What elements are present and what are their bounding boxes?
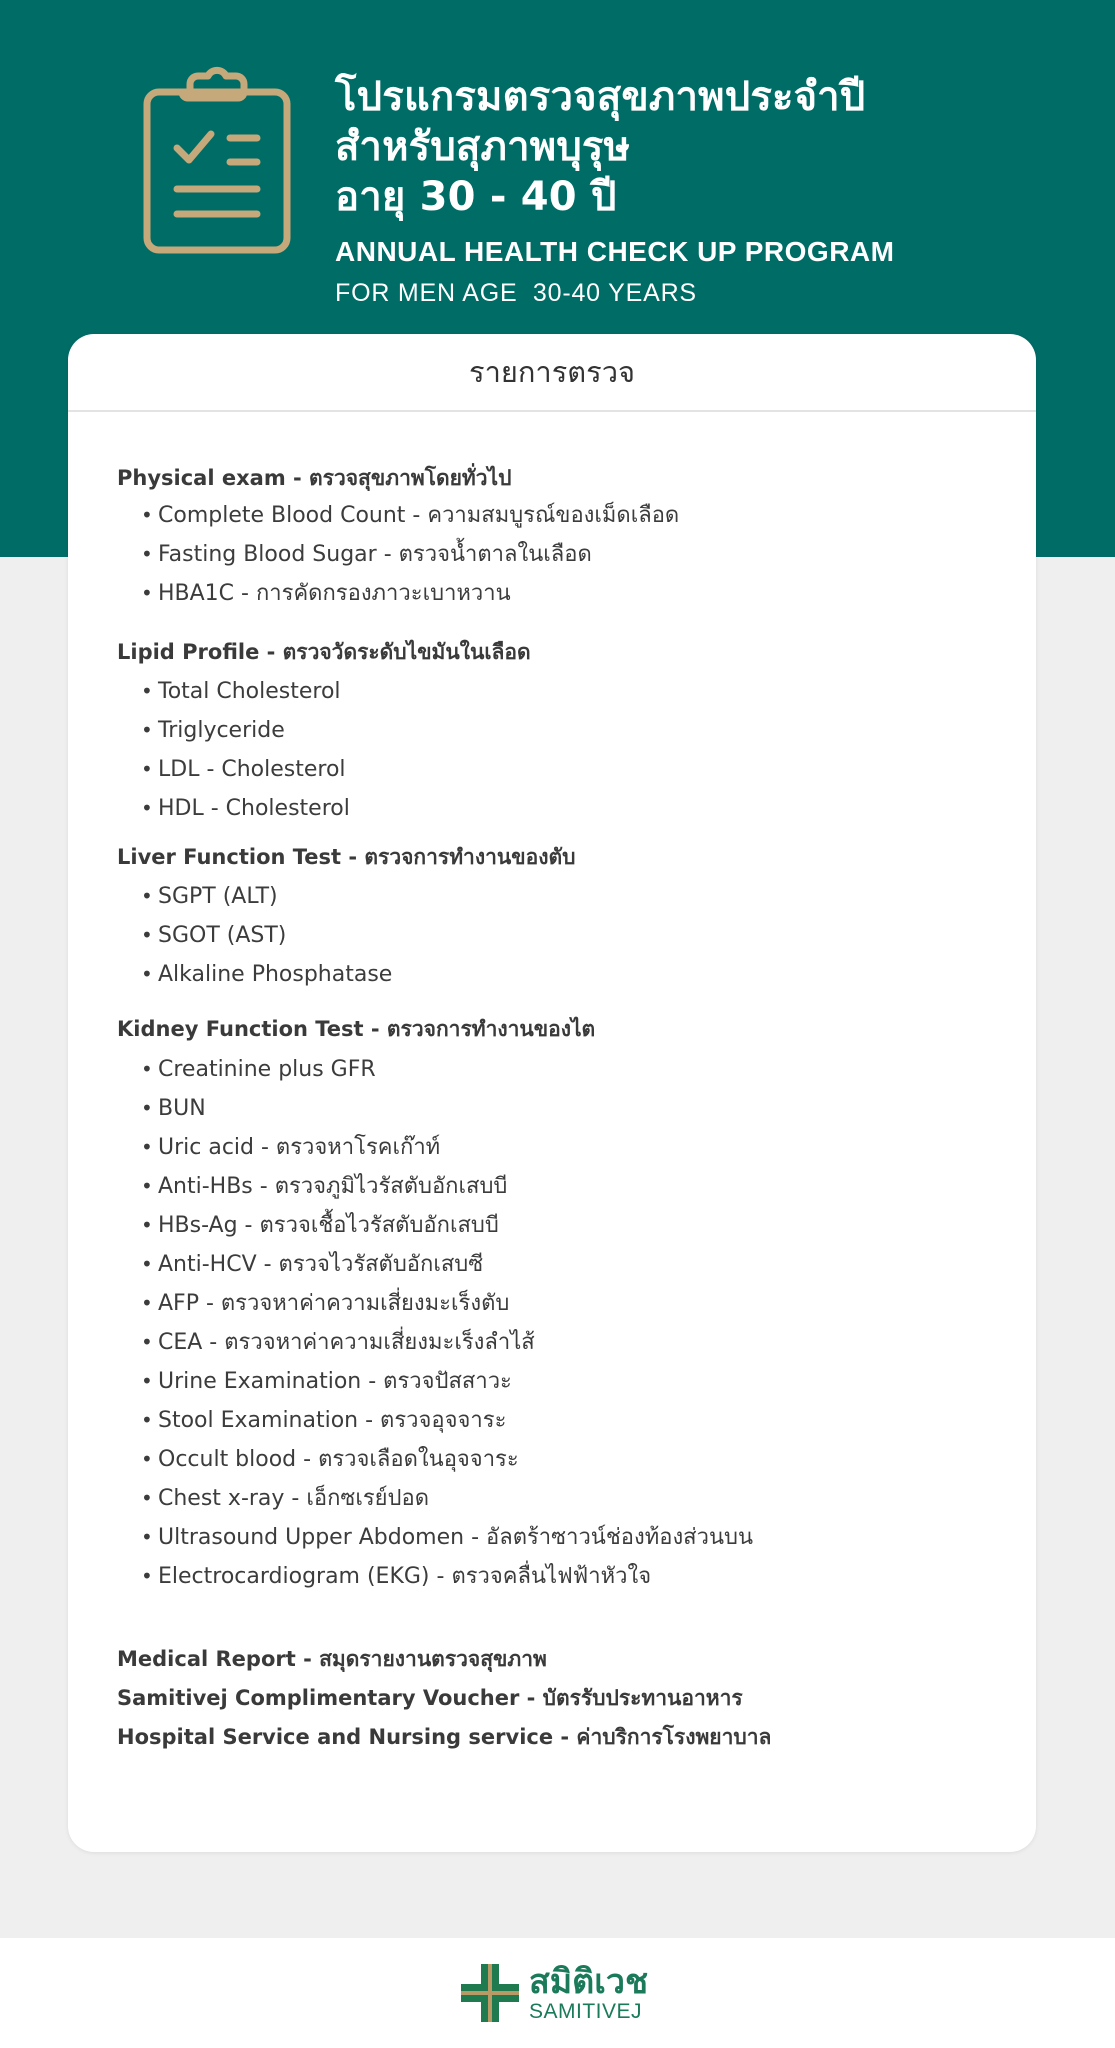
list-item <box>117 1089 1017 1128</box>
bullet-icon: • <box>141 1135 153 1159</box>
bullet-icon: • <box>141 962 153 986</box>
list-item <box>117 1362 1017 1401</box>
list-item-label: Fasting Blood Sugar - ตรวจน้ำตาลในเลือด <box>158 542 592 567</box>
list-item <box>117 1050 1017 1089</box>
section-0 <box>117 460 1017 613</box>
list-item-label: SGPT (ALT) <box>158 884 278 909</box>
list-item-label: Anti-HBs - ตรวจภูมิไวรัสตับอักเสบบี <box>158 1174 508 1199</box>
checkup-sections <box>117 460 1017 1596</box>
bullet-icon: • <box>141 1564 153 1588</box>
list-item-label: Stool Examination - ตรวจอุจจาระ <box>158 1408 507 1433</box>
list-item-label: Electrocardiogram (EKG) - ตรวจคลื่นไฟฟ้าหัวใจ <box>158 1564 652 1589</box>
list-item <box>117 574 1017 613</box>
section-title: Physical exam - ตรวจสุขภาพโดยทั่วไป <box>117 466 512 490</box>
list-item <box>117 496 1017 535</box>
list-item-label: Occult blood - ตรวจเลือดในอุจจาระ <box>158 1447 519 1472</box>
list-item <box>117 1206 1017 1245</box>
list-item <box>117 1479 1017 1518</box>
section-2 <box>117 838 1017 994</box>
list-item <box>117 1401 1017 1440</box>
list-item <box>117 877 1017 916</box>
list-item-label: Creatinine plus GFR <box>158 1057 376 1082</box>
logo-name-en: SAMITIVEJ <box>529 2000 643 2023</box>
section-title: Kidney Function Test - ตรวจการทำงานของไต <box>117 1017 596 1041</box>
list-item-label: SGOT (AST) <box>158 923 287 948</box>
logo-text <box>529 1963 648 2023</box>
list-item <box>117 1557 1017 1596</box>
list-item-label: Ultrasound Upper Abdomen - อัลตร้าซาวน์ช่องท้องส่วนบน <box>158 1525 754 1550</box>
bullet-icon: • <box>141 1330 153 1354</box>
cross-logo-icon <box>461 1964 519 2022</box>
section-title: Lipid Profile - ตรวจวัดระดับไขมันในเลือด <box>117 640 531 664</box>
list-item <box>117 1167 1017 1206</box>
bullet-icon: • <box>141 581 153 605</box>
bullet-icon: • <box>141 503 153 527</box>
title-th-line-1: โปรแกรมตรวจสุขภาพประจำปี <box>335 74 866 120</box>
list-item <box>117 789 1017 828</box>
bullet-icon: • <box>141 1408 153 1432</box>
bullet-icon: • <box>141 796 153 820</box>
samitivej-logo <box>461 1963 648 2023</box>
section-title: Liver Function Test - ตรวจการทำงานของตับ <box>117 845 576 869</box>
list-item <box>117 1245 1017 1284</box>
bullet-icon: • <box>141 542 153 566</box>
checkup-list-card <box>68 334 1036 1852</box>
list-item <box>117 1440 1017 1479</box>
bullet-icon: • <box>141 718 153 742</box>
list-item-label: AFP - ตรวจหาค่าความเสี่ยงมะเร็งตับ <box>158 1291 510 1316</box>
list-item <box>117 711 1017 750</box>
bullet-icon: • <box>141 1486 153 1510</box>
section-1 <box>117 633 1017 828</box>
bullet-icon: • <box>141 1174 153 1198</box>
list-item <box>117 916 1017 955</box>
list-item-label: Complete Blood Count - ความสมบูรณ์ของเม็ดเลือด <box>158 503 680 528</box>
list-item-label: Triglyceride <box>158 718 285 743</box>
list-item-label: Anti-HCV - ตรวจไวรัสตับอักเสบซี <box>158 1252 484 1277</box>
bullet-icon: • <box>141 1447 153 1471</box>
header-text <box>335 72 894 310</box>
list-item-label: LDL - Cholesterol <box>158 757 346 782</box>
title-en: ANNUAL HEALTH CHECK UP PROGRAM <box>335 236 895 267</box>
bullet-icon: • <box>141 1213 153 1237</box>
list-item <box>117 1284 1017 1323</box>
list-item <box>117 1518 1017 1557</box>
clipboard-checklist-icon <box>142 66 292 256</box>
logo-name-th: สมิติเวช <box>529 1962 649 2002</box>
list-item-label: Total Cholesterol <box>158 679 341 704</box>
subtitle-en: FOR MEN AGE 30-40 YEARS <box>335 279 697 307</box>
list-item <box>117 1128 1017 1167</box>
hospital-service-line: Hospital Service and Nursing service - ค่าบริการโรงพยาบาล <box>117 1725 772 1749</box>
list-item <box>117 1323 1017 1362</box>
bullet-icon: • <box>141 1291 153 1315</box>
list-item-label: HBA1C - การคัดกรองภาวะเบาหวาน <box>158 581 511 606</box>
section-3 <box>117 1008 1017 1596</box>
medical-report-line: Medical Report - สมุดรายงานตรวจสุขภาพ <box>117 1647 547 1671</box>
title-th-line-3: อายุ 30 - 40 ปี <box>335 174 617 220</box>
bullet-icon: • <box>141 1252 153 1276</box>
list-item-label: HDL - Cholesterol <box>158 796 350 821</box>
bullet-icon: • <box>141 923 153 947</box>
list-item-label: Alkaline Phosphatase <box>158 962 393 987</box>
list-item-label: CEA - ตรวจหาค่าความเสี่ยงมะเร็งลำไส้ <box>158 1330 535 1355</box>
voucher-line: Samitivej Complimentary Voucher - บัตรรับประทานอาหาร <box>117 1686 743 1710</box>
list-item <box>117 955 1017 994</box>
logo-strip <box>0 1938 1115 2048</box>
bullet-icon: • <box>141 1369 153 1393</box>
list-item-label: HBs-Ag - ตรวจเชื้อไวรัสตับอักเสบบี <box>158 1213 499 1238</box>
included-services <box>117 1640 771 1757</box>
list-item-label: Urine Examination - ตรวจปัสสาวะ <box>158 1369 512 1394</box>
list-item <box>117 535 1017 574</box>
bullet-icon: • <box>141 679 153 703</box>
bullet-icon: • <box>141 884 153 908</box>
bullet-icon: • <box>141 1096 153 1120</box>
bullet-icon: • <box>141 1525 153 1549</box>
card-heading: รายการตรวจ <box>68 334 1036 412</box>
list-item-label: BUN <box>158 1096 206 1121</box>
list-item <box>117 672 1017 711</box>
bullet-icon: • <box>141 757 153 781</box>
list-item-label: Chest x-ray - เอ็กซเรย์ปอด <box>158 1486 430 1511</box>
bullet-icon: • <box>141 1057 153 1081</box>
list-item <box>117 750 1017 789</box>
title-th-line-2: สำหรับสุภาพบุรุษ <box>335 124 631 170</box>
list-item-label: Uric acid - ตรวจหาโรคเก๊าท์ <box>158 1135 441 1160</box>
